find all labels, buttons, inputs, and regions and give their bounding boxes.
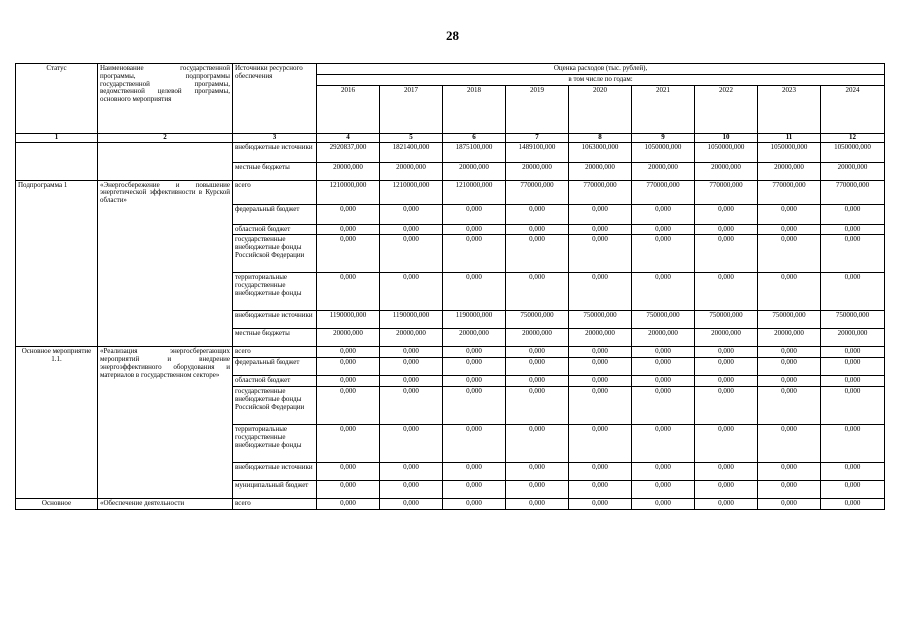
value-cell: 20000,000 bbox=[380, 329, 443, 347]
value-cell: 0,000 bbox=[380, 235, 443, 273]
value-cell: 0,000 bbox=[632, 204, 695, 224]
value-cell: 0,000 bbox=[695, 387, 758, 425]
value-cell: 20000,000 bbox=[443, 329, 506, 347]
page-number: 28 bbox=[446, 28, 459, 43]
value-cell: 0,000 bbox=[632, 499, 695, 510]
value-cell: 0,000 bbox=[443, 376, 506, 387]
source-cell: всего bbox=[233, 499, 317, 510]
source-cell: местные бюджеты bbox=[233, 162, 317, 180]
value-cell: 1190000,000 bbox=[443, 311, 506, 329]
value-cell: 0,000 bbox=[317, 273, 380, 311]
value-cell: 0,000 bbox=[506, 347, 569, 358]
value-cell: 0,000 bbox=[506, 358, 569, 376]
value-cell: 0,000 bbox=[506, 481, 569, 499]
value-cell: 0,000 bbox=[821, 235, 885, 273]
value-cell: 0,000 bbox=[506, 463, 569, 481]
value-cell: 0,000 bbox=[443, 387, 506, 425]
value-cell: 750000,000 bbox=[821, 311, 885, 329]
value-cell: 0,000 bbox=[821, 499, 885, 510]
value-cell: 20000,000 bbox=[695, 329, 758, 347]
value-cell: 0,000 bbox=[380, 481, 443, 499]
value-cell: 20000,000 bbox=[506, 329, 569, 347]
value-cell: 0,000 bbox=[758, 235, 821, 273]
table-row bbox=[16, 347, 885, 358]
value-cell: 0,000 bbox=[632, 273, 695, 311]
source-cell: всего bbox=[233, 180, 317, 204]
value-cell: 0,000 bbox=[569, 358, 632, 376]
header-status: Статус bbox=[16, 64, 98, 134]
header-year: 2018 bbox=[443, 85, 506, 133]
source-cell: государственные внебюджетные фонды Российской Федерации bbox=[233, 387, 317, 425]
value-cell: 20000,000 bbox=[443, 162, 506, 180]
value-cell: 0,000 bbox=[632, 387, 695, 425]
value-cell: 0,000 bbox=[380, 387, 443, 425]
value-cell: 0,000 bbox=[758, 273, 821, 311]
source-cell: территориальные государственные внебюджетные фонды bbox=[233, 273, 317, 311]
value-cell: 1489100,000 bbox=[506, 142, 569, 162]
value-cell: 0,000 bbox=[632, 224, 695, 235]
value-cell: 0,000 bbox=[632, 358, 695, 376]
value-cell: 770000,000 bbox=[821, 180, 885, 204]
value-cell: 0,000 bbox=[821, 387, 885, 425]
value-cell: 0,000 bbox=[443, 499, 506, 510]
value-cell: 20000,000 bbox=[317, 329, 380, 347]
table-row bbox=[16, 180, 885, 204]
value-cell: 0,000 bbox=[317, 347, 380, 358]
value-cell: 0,000 bbox=[380, 425, 443, 463]
value-cell: 20000,000 bbox=[380, 162, 443, 180]
value-cell: 20000,000 bbox=[317, 162, 380, 180]
value-cell: 0,000 bbox=[695, 347, 758, 358]
value-cell: 0,000 bbox=[758, 347, 821, 358]
value-cell: 0,000 bbox=[443, 204, 506, 224]
value-cell: 0,000 bbox=[380, 499, 443, 510]
value-cell: 0,000 bbox=[317, 387, 380, 425]
column-index: 4 bbox=[317, 133, 380, 142]
header-source: Источники ресурсного обеспечения bbox=[233, 64, 317, 134]
value-cell: 750000,000 bbox=[569, 311, 632, 329]
source-cell: областной бюджет bbox=[233, 376, 317, 387]
value-cell: 0,000 bbox=[380, 463, 443, 481]
column-index: 2 bbox=[98, 133, 233, 142]
value-cell: 0,000 bbox=[380, 273, 443, 311]
value-cell: 0,000 bbox=[695, 235, 758, 273]
header-year: 2023 bbox=[758, 85, 821, 133]
header-year: 2019 bbox=[506, 85, 569, 133]
value-cell: 0,000 bbox=[821, 376, 885, 387]
value-cell: 2920837,000 bbox=[317, 142, 380, 162]
value-cell: 0,000 bbox=[758, 499, 821, 510]
value-cell: 0,000 bbox=[821, 347, 885, 358]
value-cell: 0,000 bbox=[821, 224, 885, 235]
value-cell: 0,000 bbox=[317, 358, 380, 376]
status-cell: Основное мероприятие 1.1. bbox=[16, 347, 98, 499]
value-cell: 0,000 bbox=[443, 481, 506, 499]
status-cell: Основное bbox=[16, 499, 98, 510]
header-year: 2020 bbox=[569, 85, 632, 133]
value-cell: 0,000 bbox=[695, 463, 758, 481]
value-cell: 0,000 bbox=[569, 387, 632, 425]
value-cell: 1050000,000 bbox=[695, 142, 758, 162]
source-cell: федеральный бюджет bbox=[233, 358, 317, 376]
value-cell: 0,000 bbox=[506, 224, 569, 235]
name-cell: «Энергосбережение и повышение энергетической эффективности в Курской области» bbox=[98, 180, 233, 347]
value-cell: 1210000,000 bbox=[443, 180, 506, 204]
value-cell: 770000,000 bbox=[506, 180, 569, 204]
value-cell: 750000,000 bbox=[632, 311, 695, 329]
value-cell: 0,000 bbox=[632, 463, 695, 481]
value-cell: 0,000 bbox=[569, 499, 632, 510]
value-cell: 0,000 bbox=[632, 481, 695, 499]
header-year: 2024 bbox=[821, 85, 885, 133]
value-cell: 20000,000 bbox=[758, 329, 821, 347]
value-cell: 0,000 bbox=[506, 425, 569, 463]
budget-table bbox=[15, 63, 885, 510]
value-cell: 770000,000 bbox=[569, 180, 632, 204]
value-cell: 1063000,000 bbox=[569, 142, 632, 162]
status-cell: Подпрограмма 1 bbox=[16, 180, 98, 347]
value-cell: 1050000,000 bbox=[821, 142, 885, 162]
column-index: 12 bbox=[821, 133, 885, 142]
value-cell: 0,000 bbox=[758, 224, 821, 235]
value-cell: 0,000 bbox=[569, 273, 632, 311]
value-cell: 0,000 bbox=[695, 376, 758, 387]
value-cell: 0,000 bbox=[317, 224, 380, 235]
value-cell: 20000,000 bbox=[821, 329, 885, 347]
value-cell: 0,000 bbox=[506, 376, 569, 387]
value-cell: 1821400,000 bbox=[380, 142, 443, 162]
value-cell: 0,000 bbox=[380, 224, 443, 235]
value-cell: 0,000 bbox=[569, 224, 632, 235]
source-cell: всего bbox=[233, 347, 317, 358]
value-cell: 0,000 bbox=[443, 425, 506, 463]
value-cell: 770000,000 bbox=[695, 180, 758, 204]
value-cell: 20000,000 bbox=[506, 162, 569, 180]
value-cell: 0,000 bbox=[317, 481, 380, 499]
value-cell: 1190000,000 bbox=[317, 311, 380, 329]
value-cell: 0,000 bbox=[821, 204, 885, 224]
column-index: 1 bbox=[16, 133, 98, 142]
value-cell: 0,000 bbox=[632, 376, 695, 387]
value-cell: 0,000 bbox=[506, 204, 569, 224]
value-cell: 0,000 bbox=[569, 235, 632, 273]
value-cell: 0,000 bbox=[632, 235, 695, 273]
value-cell: 20000,000 bbox=[695, 162, 758, 180]
source-cell: областной бюджет bbox=[233, 224, 317, 235]
value-cell: 0,000 bbox=[443, 224, 506, 235]
value-cell: 0,000 bbox=[506, 499, 569, 510]
name-cell: «Реализация энергосберегающих мероприятий и внедрение энергоэффективного оборудования и материалов в государственном секторе» bbox=[98, 347, 233, 499]
value-cell: 0,000 bbox=[695, 499, 758, 510]
value-cell: 1050000,000 bbox=[632, 142, 695, 162]
value-cell: 0,000 bbox=[758, 481, 821, 499]
value-cell: 0,000 bbox=[695, 204, 758, 224]
value-cell: 0,000 bbox=[506, 235, 569, 273]
value-cell: 0,000 bbox=[569, 204, 632, 224]
value-cell: 0,000 bbox=[758, 204, 821, 224]
value-cell: 0,000 bbox=[569, 463, 632, 481]
source-cell: муниципальный бюджет bbox=[233, 481, 317, 499]
value-cell: 20000,000 bbox=[632, 162, 695, 180]
table-row bbox=[16, 142, 885, 162]
name-cell bbox=[98, 142, 233, 180]
value-cell: 0,000 bbox=[380, 358, 443, 376]
value-cell: 0,000 bbox=[506, 387, 569, 425]
source-cell: государственные внебюджетные фонды Российской Федерации bbox=[233, 235, 317, 273]
value-cell: 0,000 bbox=[695, 273, 758, 311]
table-row bbox=[16, 499, 885, 510]
value-cell: 0,000 bbox=[569, 481, 632, 499]
source-cell: территориальные государственные внебюджетные фонды bbox=[233, 425, 317, 463]
value-cell: 1050000,000 bbox=[758, 142, 821, 162]
value-cell: 1190000,000 bbox=[380, 311, 443, 329]
value-cell: 0,000 bbox=[317, 235, 380, 273]
status-cell bbox=[16, 142, 98, 180]
header-year: 2022 bbox=[695, 85, 758, 133]
header-cost-title: Оценка расходов (тыс. рублей), bbox=[317, 64, 885, 75]
value-cell: 0,000 bbox=[758, 358, 821, 376]
column-index: 9 bbox=[632, 133, 695, 142]
source-cell: внебюджетные источники bbox=[233, 463, 317, 481]
value-cell: 0,000 bbox=[569, 376, 632, 387]
source-cell: федеральный бюджет bbox=[233, 204, 317, 224]
value-cell: 770000,000 bbox=[758, 180, 821, 204]
value-cell: 0,000 bbox=[317, 204, 380, 224]
source-cell: внебюджетные источники bbox=[233, 142, 317, 162]
value-cell: 1210000,000 bbox=[380, 180, 443, 204]
value-cell: 0,000 bbox=[758, 387, 821, 425]
header-year: 2016 bbox=[317, 85, 380, 133]
value-cell: 0,000 bbox=[317, 376, 380, 387]
value-cell: 0,000 bbox=[443, 358, 506, 376]
value-cell: 20000,000 bbox=[632, 329, 695, 347]
value-cell: 0,000 bbox=[695, 358, 758, 376]
value-cell: 0,000 bbox=[632, 347, 695, 358]
value-cell: 750000,000 bbox=[758, 311, 821, 329]
value-cell: 0,000 bbox=[758, 463, 821, 481]
header-cost-sub: в том числе по годам: bbox=[317, 74, 885, 85]
source-cell: местные бюджеты bbox=[233, 329, 317, 347]
column-index: 7 bbox=[506, 133, 569, 142]
value-cell: 0,000 bbox=[821, 463, 885, 481]
value-cell: 0,000 bbox=[317, 463, 380, 481]
value-cell: 0,000 bbox=[632, 425, 695, 463]
value-cell: 0,000 bbox=[380, 347, 443, 358]
value-cell: 20000,000 bbox=[569, 162, 632, 180]
header-year: 2021 bbox=[632, 85, 695, 133]
value-cell: 750000,000 bbox=[695, 311, 758, 329]
value-cell: 0,000 bbox=[695, 481, 758, 499]
column-index: 8 bbox=[569, 133, 632, 142]
value-cell: 0,000 bbox=[821, 481, 885, 499]
source-cell: внебюджетные источники bbox=[233, 311, 317, 329]
value-cell: 0,000 bbox=[443, 235, 506, 273]
value-cell: 0,000 bbox=[443, 347, 506, 358]
value-cell: 770000,000 bbox=[632, 180, 695, 204]
column-index: 11 bbox=[758, 133, 821, 142]
header-year: 2017 bbox=[380, 85, 443, 133]
value-cell: 0,000 bbox=[506, 273, 569, 311]
value-cell: 20000,000 bbox=[758, 162, 821, 180]
column-index: 5 bbox=[380, 133, 443, 142]
value-cell: 0,000 bbox=[380, 204, 443, 224]
value-cell: 0,000 bbox=[695, 425, 758, 463]
column-index: 3 bbox=[233, 133, 317, 142]
value-cell: 1210000,000 bbox=[317, 180, 380, 204]
value-cell: 0,000 bbox=[821, 358, 885, 376]
value-cell: 20000,000 bbox=[569, 329, 632, 347]
value-cell: 0,000 bbox=[758, 425, 821, 463]
value-cell: 0,000 bbox=[569, 347, 632, 358]
value-cell: 0,000 bbox=[695, 224, 758, 235]
name-cell: «Обеспечение деятельности bbox=[98, 499, 233, 510]
value-cell: 1875100,000 bbox=[443, 142, 506, 162]
value-cell: 0,000 bbox=[380, 376, 443, 387]
value-cell: 0,000 bbox=[443, 273, 506, 311]
column-index: 6 bbox=[443, 133, 506, 142]
value-cell: 0,000 bbox=[821, 425, 885, 463]
value-cell: 750000,000 bbox=[506, 311, 569, 329]
column-index: 10 bbox=[695, 133, 758, 142]
value-cell: 0,000 bbox=[317, 425, 380, 463]
value-cell: 0,000 bbox=[317, 499, 380, 510]
value-cell: 0,000 bbox=[569, 425, 632, 463]
value-cell: 0,000 bbox=[443, 463, 506, 481]
header-name: Наименование государственной программы, подпрограммы государственной программы, ведомственной целевой программы, основного мероприятия bbox=[98, 64, 233, 134]
value-cell: 0,000 bbox=[758, 376, 821, 387]
value-cell: 0,000 bbox=[821, 273, 885, 311]
value-cell: 20000,000 bbox=[821, 162, 885, 180]
